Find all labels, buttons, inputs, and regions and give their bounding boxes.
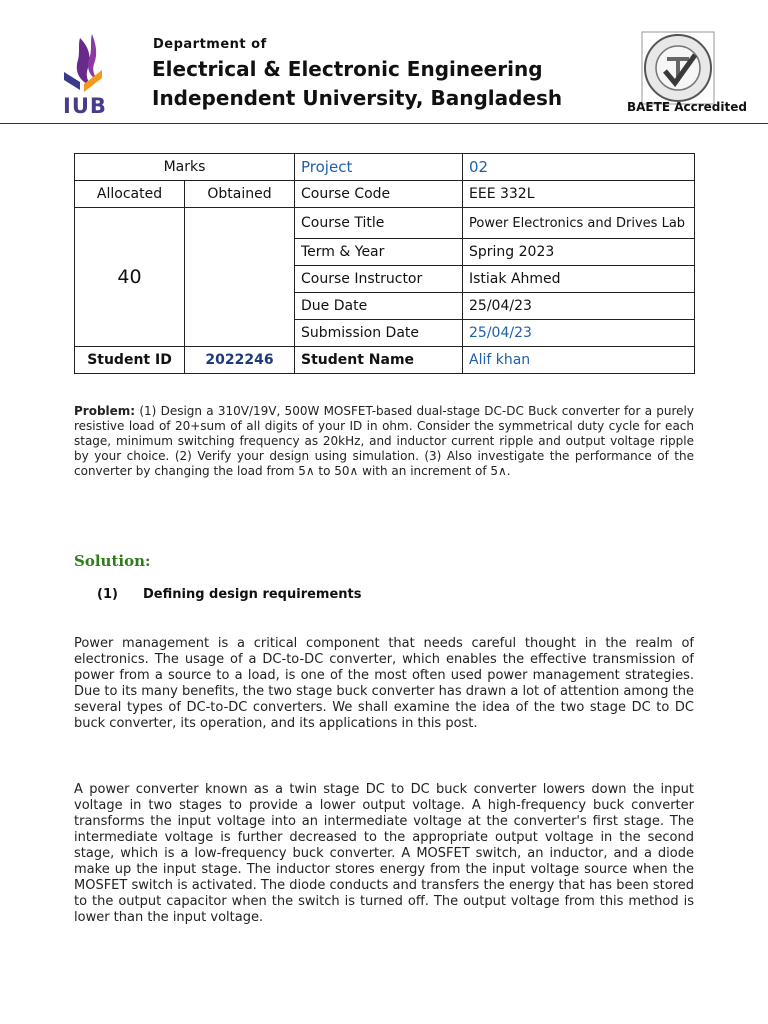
baete-badge-icon bbox=[641, 31, 715, 105]
due-date-value: 25/04/23 bbox=[463, 293, 695, 320]
student-name-value: Alif khan bbox=[463, 347, 695, 374]
paragraph-1: Power management is a critical component that needs careful thought in the realm of electronics. The usage of a DC-to-DC converter, which enables the effective transmission of power from a source to a load, is one of the most often used power management strategies. Due to its many benefits, the two stage buck converter has drawn a lot of attention among the several types of DC-to-DC converters. We shall examine the idea of the two stage DC to DC buck converter, its operation, and its applications in this post. bbox=[74, 636, 694, 731]
university-name: Independent University, Bangladesh bbox=[152, 86, 563, 110]
submission-date-value: 25/04/23 bbox=[463, 320, 695, 347]
project-label: Project bbox=[295, 154, 463, 181]
section-heading bbox=[97, 587, 362, 602]
table-row bbox=[75, 347, 695, 374]
paragraph-2: A power converter known as a twin stage DC to DC buck converter lowers down the input voltage in two stages to provide a lower output voltage. A high-frequency buck converter transforms the input voltage into an intermediate voltage at the converter's first stage. The intermediate voltage is further decreased to the appropriate output voltage in the second stage, which is a low-frequency buck converter. A MOSFET switch, an inductor, and a diode make up the input stage. The inductor stores energy from the input voltage source when the MOSFET switch is activated. The diode conducts and transfers the energy that has been stored to the output capacitor when the switch is turned off. The output voltage from this method is lower than the input voltage. bbox=[74, 782, 694, 925]
obtained-marks-value bbox=[185, 208, 295, 347]
allocated-label: Allocated bbox=[75, 181, 185, 208]
obtained-label: Obtained bbox=[185, 181, 295, 208]
course-instructor-label: Course Instructor bbox=[295, 266, 463, 293]
accreditation-label: BAETE Accredited bbox=[627, 100, 747, 114]
term-year-label: Term & Year bbox=[295, 239, 463, 266]
problem-statement bbox=[74, 404, 694, 479]
table-row bbox=[75, 181, 695, 208]
table-row bbox=[75, 154, 695, 181]
course-code-label: Course Code bbox=[295, 181, 463, 208]
marks-label: Marks bbox=[75, 154, 295, 181]
term-year-value: Spring 2023 bbox=[463, 239, 695, 266]
course-title-value: Power Electronics and Drives Lab bbox=[463, 208, 695, 239]
solution-heading: Solution: bbox=[74, 552, 151, 570]
due-date-label: Due Date bbox=[295, 293, 463, 320]
course-instructor-value: Istiak Ahmed bbox=[463, 266, 695, 293]
logo-text: IUB bbox=[63, 94, 107, 118]
table-row bbox=[75, 208, 695, 239]
course-code-value: EEE 332L bbox=[463, 181, 695, 208]
student-name-label: Student Name bbox=[295, 347, 463, 374]
cover-info-table bbox=[74, 153, 695, 374]
student-id-label: Student ID bbox=[75, 347, 185, 374]
problem-text: (1) Design a 310V/19V, 500W MOSFET-based dual-stage DC-DC Buck converter for a purely resistive load of 20+sum of all digits of your ID in ohm. Consider the symmetrical duty cycle for each stage, minimum switching frequency as 20kHz, and inductor current ripple and output voltage ripple by your choice. (2) Verify your design using simulation. (3) Also investigate the performance of the converter by changing the load from 5∧ to 50∧ with an increment of 5∧. bbox=[74, 404, 694, 478]
department-of-label: Department of bbox=[153, 37, 267, 52]
flame-icon bbox=[58, 32, 118, 94]
iub-logo bbox=[58, 32, 118, 120]
project-value: 02 bbox=[463, 154, 695, 181]
section-title: Defining design requirements bbox=[143, 587, 362, 602]
problem-label: Problem: bbox=[74, 404, 136, 418]
department-name: Electrical & Electronic Engineering bbox=[152, 57, 543, 81]
section-number: (1) bbox=[97, 587, 118, 602]
document-header bbox=[0, 0, 768, 124]
header-divider bbox=[0, 123, 768, 124]
student-id-value: 2022246 bbox=[185, 347, 295, 374]
course-title-label: Course Title bbox=[295, 208, 463, 239]
submission-date-label: Submission Date bbox=[295, 320, 463, 347]
allocated-marks-value: 40 bbox=[75, 208, 185, 347]
